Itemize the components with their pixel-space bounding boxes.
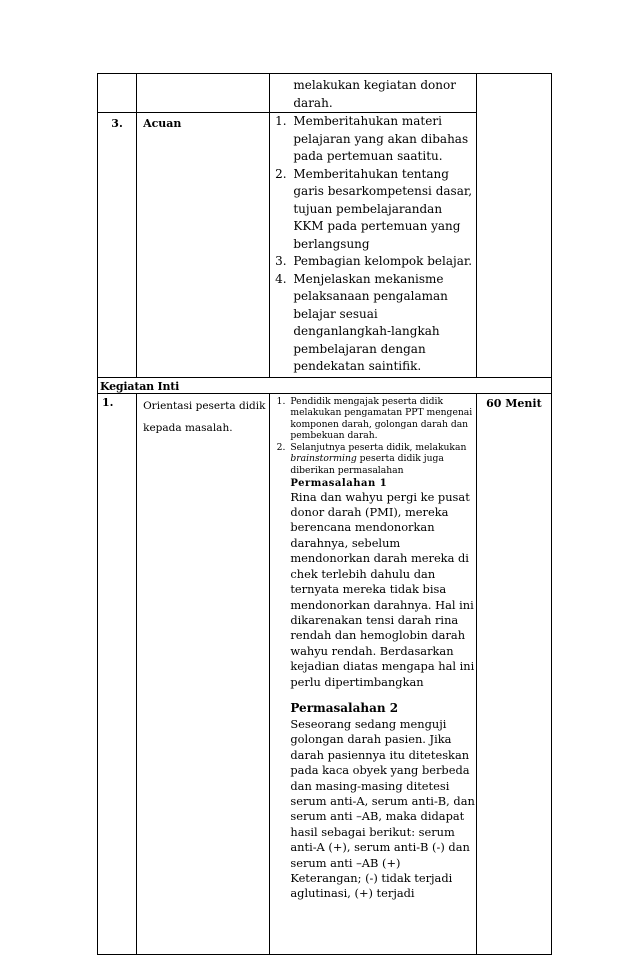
label-cell: [137, 113, 270, 378]
number-cell: [98, 74, 137, 113]
lesson-plan-page: [97, 73, 552, 955]
problem-2-note: Keterangan; (-) tidak terjadi aglutinasi, (+) terjadi: [290, 871, 453, 901]
continued-line: darah.: [293, 95, 333, 110]
activity-cell: [270, 113, 476, 378]
acuan-list: [270, 113, 475, 377]
time-cell: [476, 393, 551, 954]
problem-1-title: Permasalahan 1: [290, 477, 388, 489]
problem-2-text: Seseorang sedang menguji golongan darah pasien. Jika darah pasiennya itu diteteskan pada kaca obyek yang berbeda dan masing-masing ditetesi serum anti-A, serum anti-B, dan serum anti –AB, maka didapat hasil sebagai berikut: serum anti-A (+), serum anti-B (-) dan serum anti –AB (+): [290, 716, 475, 870]
list-item: [288, 442, 475, 477]
table-row: [98, 74, 552, 113]
item-text: Selanjutnya peserta didik, melakukan: [290, 441, 467, 453]
problem-1: [270, 477, 475, 690]
list-item: 4. Menjelaskan mekanisme pelaksanaan pengalaman belajar sesuai denganlangkah-langkah pembelajaran dengan pendekatan saintifik.: [290, 271, 475, 376]
brainstorming-term: brainstorming: [290, 453, 357, 465]
time-label: 60 Menit: [486, 396, 542, 410]
activity-cell: [270, 74, 476, 113]
section-row: [98, 377, 552, 393]
section-title: Kegiatan Inti: [100, 379, 180, 393]
list-item: 1. Pendidik mengajak peserta didik melakukan pengamatan PPT mengenai komponen darah, golongan darah dan pembekuan darah.: [288, 396, 475, 442]
list-item: 1. Memberitahukan materi pelajaran yang akan dibahas pada pertemuan saatitu.: [290, 113, 475, 166]
label-cell: [137, 393, 270, 954]
number-cell: [98, 393, 137, 954]
problem-2-title: Permasalahan 2: [290, 700, 399, 715]
continued-text: [270, 74, 475, 112]
row-number: 1.: [102, 395, 114, 409]
list-item: 2. Memberitahukan tentang garis besarkompetensi dasar, tujuan pembelajarandan KKM pada pertemuan yang berlangsung: [290, 166, 475, 254]
continued-line: melakukan kegiatan donor: [293, 78, 456, 92]
table-row: [98, 393, 552, 954]
row-number: 3.: [111, 117, 123, 130]
activity-list: [270, 396, 475, 477]
time-cell: [476, 74, 551, 378]
section-cell: [98, 377, 552, 393]
problem-1-text: Rina dan wahyu pergi ke pusat donor darah (PMI), mereka berencana mendonorkan darahnya, sebelum mendonorkan darah mereka di chek terlebih dahulu dan ternyata mereka tidak bisa mendonorkan darahnya. Hal ini dikarenakan tensi darah rina rendah dan hemoglobin darah wahyu rendah. Berdasarkan kejadian diatas mengapa hal ini perlu dipertimbangkan: [290, 489, 475, 689]
lesson-plan-table: [97, 73, 552, 955]
list-item: 3. Pembagian kelompok belajar.: [290, 253, 475, 271]
item-text: peserta didik juga diberikan permasalahan: [290, 453, 444, 477]
activity-cell: [270, 393, 476, 954]
label-cell: [137, 74, 270, 113]
row-label: Acuan: [143, 117, 182, 130]
problem-2: [270, 700, 475, 902]
number-cell: [98, 113, 137, 378]
row-label: Orientasi peserta didik kepada masalah.: [143, 399, 266, 434]
